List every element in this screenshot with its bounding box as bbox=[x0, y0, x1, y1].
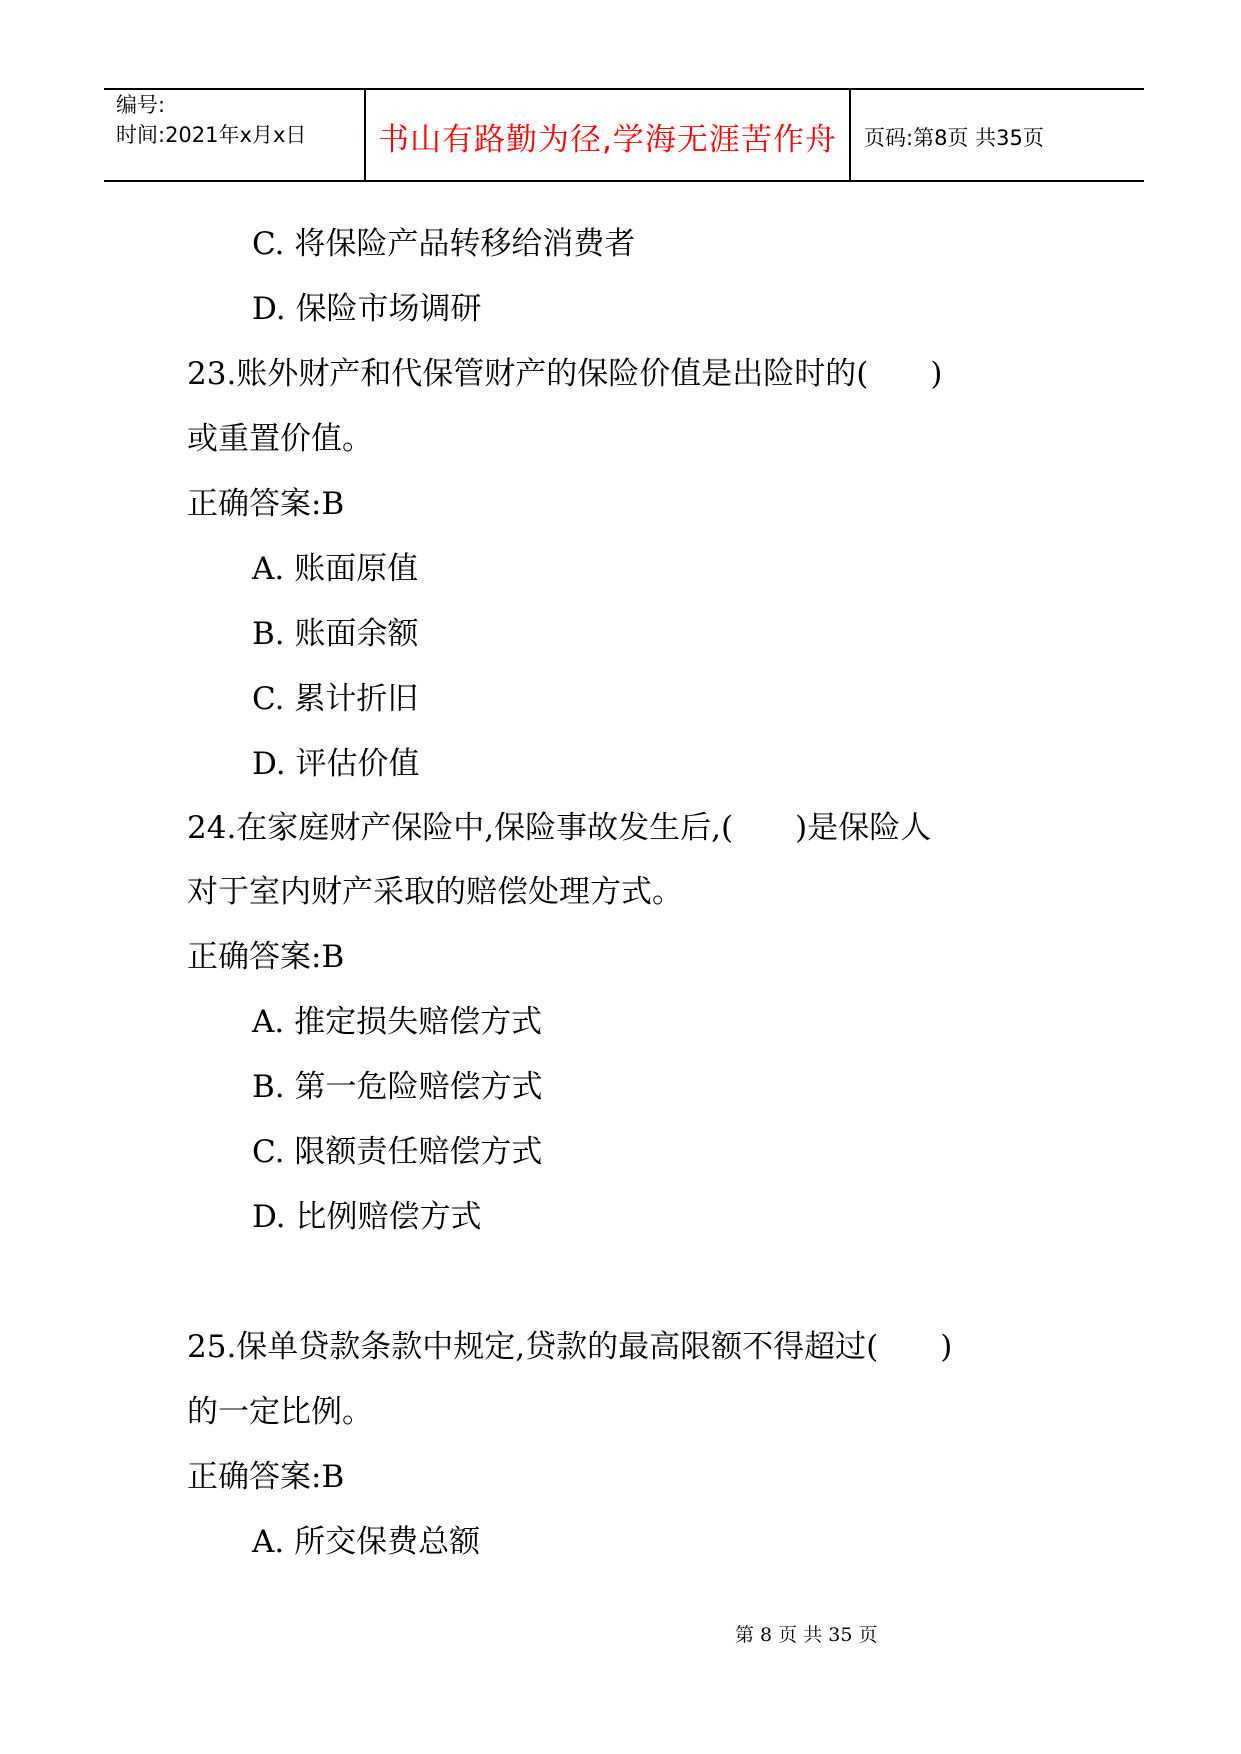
option-line: C. 累计折旧 bbox=[252, 681, 419, 717]
answer-line: 正确答案:B bbox=[187, 1459, 345, 1495]
option-line: B. 账面余额 bbox=[252, 616, 419, 652]
option-line: A. 推定损失赔偿方式 bbox=[252, 1004, 543, 1040]
question-line: 23.账外财产和代保管财产的保险价值是出险时的( ) bbox=[187, 356, 943, 392]
number-label: 编号: bbox=[116, 93, 166, 117]
question-line: 24.在家庭财产保险中,保险事故发生后,( )是保险人 bbox=[187, 810, 932, 846]
option-line: C. 限额责任赔偿方式 bbox=[252, 1134, 543, 1170]
header-divider bbox=[849, 88, 851, 182]
option-line: A. 账面原值 bbox=[252, 551, 419, 587]
question-line: 25.保单贷款条款中规定,贷款的最高限额不得超过( ) bbox=[187, 1329, 953, 1365]
option-line: B. 第一危险赔偿方式 bbox=[252, 1069, 543, 1105]
question-line: 或重置价值。 bbox=[187, 421, 373, 457]
question-line: 对于室内财产采取的赔偿处理方式。 bbox=[187, 874, 683, 910]
option-line: D. 保险市场调研 bbox=[252, 291, 482, 327]
question-line: 的一定比例。 bbox=[187, 1394, 373, 1430]
header-bottom-rule bbox=[104, 180, 1144, 182]
answer-line: 正确答案:B bbox=[187, 939, 345, 975]
option-line: D. 比例赔偿方式 bbox=[252, 1199, 482, 1235]
option-line: A. 所交保费总额 bbox=[252, 1524, 481, 1560]
option-line: C. 将保险产品转移给消费者 bbox=[252, 226, 636, 262]
page-footer: 第 8 页 共 35 页 bbox=[735, 1624, 878, 1646]
answer-line: 正确答案:B bbox=[187, 486, 345, 522]
header-motto: 书山有路勤为径,学海无涯苦作舟 bbox=[378, 122, 837, 158]
option-line: D. 评估价值 bbox=[252, 746, 420, 782]
header-page-info: 页码:第8页 共35页 bbox=[864, 126, 1044, 150]
header-meta bbox=[116, 90, 306, 150]
time-label: 时间:2021年x月x日 bbox=[116, 123, 307, 147]
